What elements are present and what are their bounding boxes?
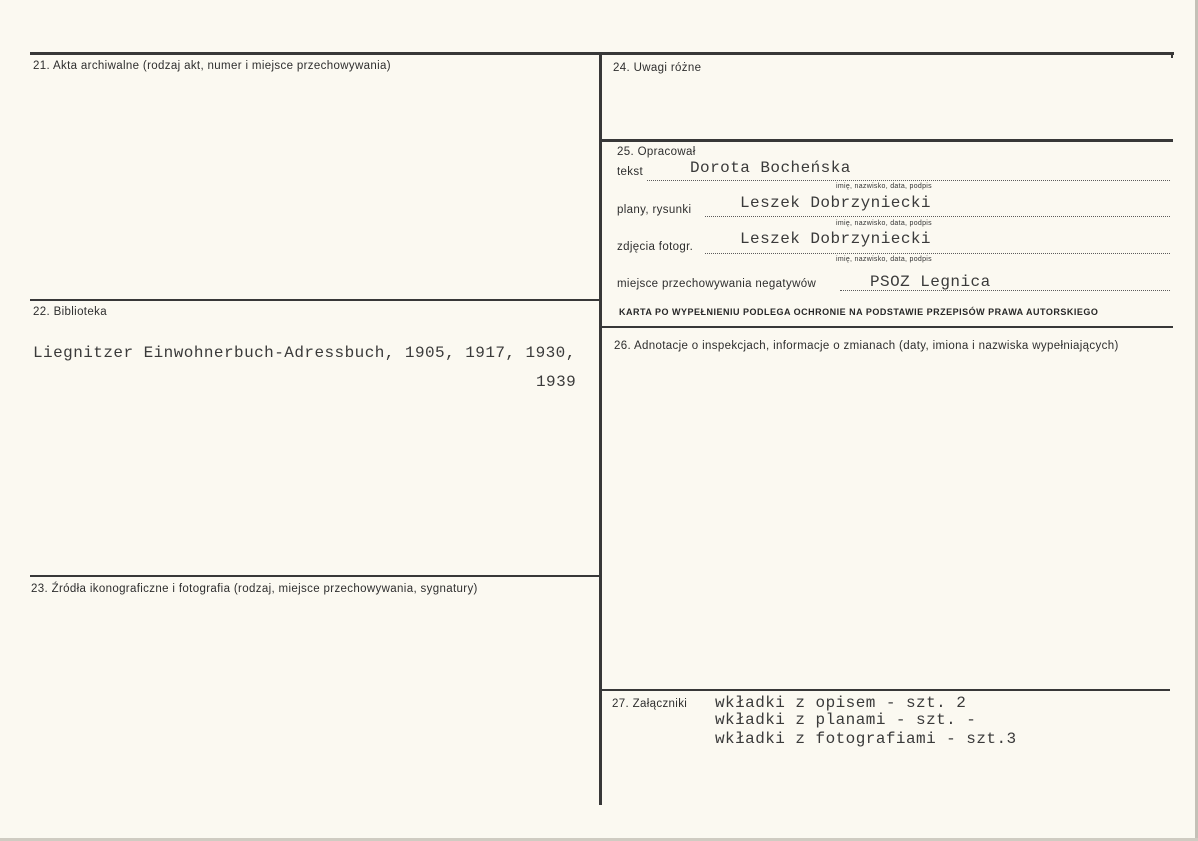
divider-22-23 — [30, 575, 600, 577]
text-author-signature-hint: imię, nazwisko, data, podpis — [836, 183, 932, 190]
library-entry-line-1: Liegnitzer Einwohnerbuch-Adressbuch, 1905, 1917, 1930, — [33, 344, 576, 362]
photos-author-signature-hint: imię, nazwisko, data, podpis — [836, 256, 932, 263]
plans-author-value: Leszek Dobrzyniecki — [740, 194, 931, 212]
section-25-label: 25. Opracował — [617, 146, 696, 158]
attachment-item: wkładki z fotografiami - szt.3 — [715, 730, 1017, 748]
plans-author-line — [705, 216, 1170, 217]
section-27-label: 27. Załączniki — [612, 698, 688, 710]
text-author-label: tekst — [617, 166, 644, 178]
section-26-label: 26. Adnotacje o inspekcjach, informacje o zmianach (daty, imiona i nazwiska wypełniających) — [614, 340, 1119, 352]
negatives-location-label: miejsce przechowywania negatywów — [617, 278, 817, 290]
plans-author-label: plany, rysunki — [617, 204, 692, 216]
center-divider — [599, 52, 602, 805]
top-rule-end-tick — [1171, 52, 1173, 58]
top-rule — [30, 52, 1174, 55]
copyright-notice: KARTA PO WYPEŁNIENIU PODLEGA OCHRONIE NA PODSTAWIE PRZEPISÓW PRAWA AUTORSKIEGO — [619, 307, 1099, 317]
negatives-location-value: PSOZ Legnica — [870, 273, 991, 291]
section-22-label: 22. Biblioteka — [33, 306, 107, 318]
plans-author-signature-hint: imię, nazwisko, data, podpis — [836, 220, 932, 227]
section-23-label: 23. Źródła ikonograficzne i fotografia (rodzaj, miejsce przechowywania, sygnatury) — [31, 583, 478, 595]
photos-author-value: Leszek Dobrzyniecki — [740, 230, 931, 248]
divider-24-25 — [602, 139, 1173, 142]
section-24-label: 24. Uwagi różne — [613, 62, 702, 74]
photos-author-line — [705, 253, 1170, 254]
library-entry-line-2: 1939 — [536, 373, 577, 391]
photos-author-label: zdjęcia fotogr. — [617, 241, 694, 253]
divider-25-26 — [602, 326, 1173, 328]
divider-26-27 — [602, 689, 1170, 691]
text-author-line — [647, 180, 1170, 181]
attachment-item: wkładki z opisem - szt. 2 — [715, 694, 967, 712]
section-21-label: 21. Akta archiwalne (rodzaj akt, numer i miejsce przechowywania) — [33, 60, 391, 72]
attachment-item: wkładki z planami - szt. - — [715, 711, 977, 729]
text-author-value: Dorota Bocheńska — [690, 159, 851, 177]
divider-21-22 — [30, 299, 600, 301]
